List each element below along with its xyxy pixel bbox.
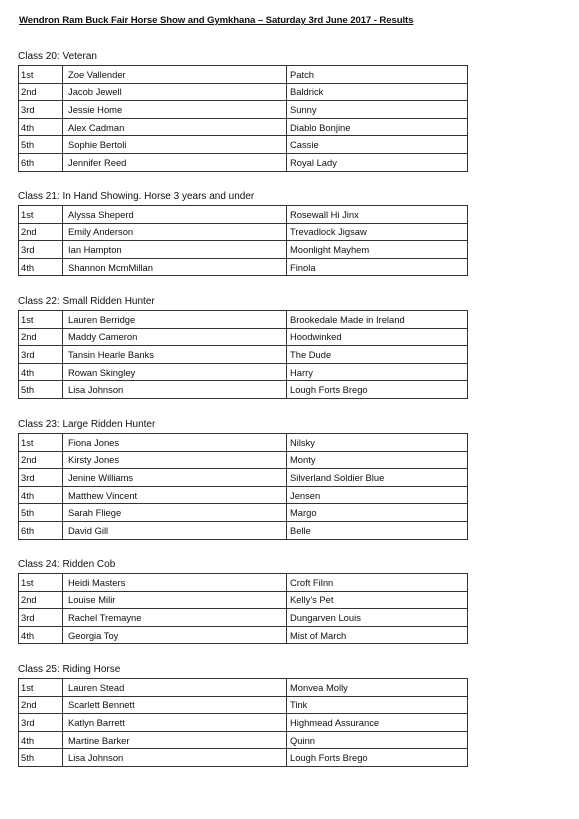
placing-cell: 2nd	[19, 223, 63, 241]
rider-name-cell: Jenine Williams	[63, 469, 287, 487]
horse-name-cell: Jensen	[287, 486, 468, 504]
table-row	[19, 574, 468, 592]
horse-name-cell: Nilsky	[287, 434, 468, 452]
horse-name-cell: Mist of March	[287, 626, 468, 644]
table-row	[19, 153, 468, 171]
table-row	[19, 223, 468, 241]
results-table	[18, 65, 468, 172]
class-heading: Class 21: In Hand Showing. Horse 3 years and under	[18, 191, 255, 202]
horse-name-cell: Highmead Assurance	[287, 714, 468, 732]
class-heading: Class 25: Riding Horse	[18, 664, 121, 675]
horse-name-cell: Silverland Soldier Blue	[287, 469, 468, 487]
table-row	[19, 626, 468, 644]
class-section	[18, 295, 467, 399]
rider-name-cell: Matthew Vincent	[63, 486, 287, 504]
class-heading: Class 20: Veteran	[18, 51, 97, 62]
rider-name-cell: Emily Anderson	[63, 223, 287, 241]
results-table	[18, 310, 468, 399]
placing-cell: 2nd	[19, 83, 63, 101]
results-table	[18, 433, 468, 540]
horse-name-cell: Croft Filnn	[287, 574, 468, 592]
class-section	[18, 558, 467, 644]
horse-name-cell: Moonlight Mayhem	[287, 241, 468, 259]
placing-cell: 1st	[19, 679, 63, 697]
horse-name-cell: Belle	[287, 521, 468, 539]
horse-name-cell: Dungarven Louis	[287, 609, 468, 627]
table-row	[19, 363, 468, 381]
rider-name-cell: Lisa Johnson	[63, 381, 287, 399]
placing-cell: 1st	[19, 574, 63, 592]
table-row	[19, 749, 468, 767]
table-row	[19, 504, 468, 522]
rider-name-cell: Shannon McmMillan	[63, 258, 287, 276]
placing-cell: 6th	[19, 153, 63, 171]
rider-name-cell: Sophie Bertoli	[63, 136, 287, 154]
placing-cell: 5th	[19, 504, 63, 522]
table-row	[19, 83, 468, 101]
placing-cell: 3rd	[19, 346, 63, 364]
rider-name-cell: Martine Barker	[63, 731, 287, 749]
rider-name-cell: Lauren Berridge	[63, 311, 287, 329]
horse-name-cell: Harry	[287, 363, 468, 381]
table-row	[19, 258, 468, 276]
horse-name-cell: The Dude	[287, 346, 468, 364]
horse-name-cell: Finola	[287, 258, 468, 276]
table-row	[19, 696, 468, 714]
table-row	[19, 609, 468, 627]
placing-cell: 4th	[19, 258, 63, 276]
rider-name-cell: Rowan Skingley	[63, 363, 287, 381]
placing-cell: 4th	[19, 118, 63, 136]
table-row	[19, 434, 468, 452]
rider-name-cell: Alyssa Sheperd	[63, 206, 287, 224]
horse-name-cell: Baldrick	[287, 83, 468, 101]
class-heading: Class 23: Large Ridden Hunter	[18, 419, 156, 430]
class-section	[18, 190, 467, 276]
rider-name-cell: Katlyn Barrett	[63, 714, 287, 732]
rider-name-cell: Ian Hampton	[63, 241, 287, 259]
rider-name-cell: Rachel Tremayne	[63, 609, 287, 627]
rider-name-cell: Kirsty Jones	[63, 451, 287, 469]
rider-name-cell: Lauren Stead	[63, 679, 287, 697]
horse-name-cell: Patch	[287, 66, 468, 84]
class-heading: Class 22: Small Ridden Hunter	[18, 296, 155, 307]
rider-name-cell: Lisa Johnson	[63, 749, 287, 767]
table-row	[19, 241, 468, 259]
placing-cell: 3rd	[19, 714, 63, 732]
placing-cell: 3rd	[19, 101, 63, 119]
horse-name-cell: Diablo Bonjine	[287, 118, 468, 136]
placing-cell: 2nd	[19, 591, 63, 609]
horse-name-cell: Kelly's Pet	[287, 591, 468, 609]
table-row	[19, 679, 468, 697]
rider-name-cell: Jacob Jewell	[63, 83, 287, 101]
table-row	[19, 346, 468, 364]
class-section	[18, 418, 467, 540]
document-title: Wendron Ram Buck Fair Horse Show and Gymkhana – Saturday 3rd June 2017 - Results	[19, 15, 414, 26]
table-row	[19, 206, 468, 224]
placing-cell: 4th	[19, 363, 63, 381]
placing-cell: 1st	[19, 66, 63, 84]
horse-name-cell: Lough Forts Brego	[287, 749, 468, 767]
placing-cell: 1st	[19, 311, 63, 329]
results-table	[18, 573, 468, 644]
horse-name-cell: Quinn	[287, 731, 468, 749]
table-row	[19, 486, 468, 504]
placing-cell: 1st	[19, 206, 63, 224]
placing-cell: 2nd	[19, 451, 63, 469]
table-row	[19, 311, 468, 329]
rider-name-cell: Georgia Toy	[63, 626, 287, 644]
placing-cell: 5th	[19, 749, 63, 767]
rider-name-cell: Heidi Masters	[63, 574, 287, 592]
table-row	[19, 521, 468, 539]
table-row	[19, 451, 468, 469]
rider-name-cell: Sarah Fliege	[63, 504, 287, 522]
rider-name-cell: Alex Cadman	[63, 118, 287, 136]
horse-name-cell: Trevadlock Jigsaw	[287, 223, 468, 241]
table-row	[19, 591, 468, 609]
class-heading: Class 24: Ridden Cob	[18, 559, 116, 570]
horse-name-cell: Hoodwinked	[287, 328, 468, 346]
placing-cell: 4th	[19, 626, 63, 644]
placing-cell: 3rd	[19, 469, 63, 487]
placing-cell: 2nd	[19, 696, 63, 714]
horse-name-cell: Brookedale Made in Ireland	[287, 311, 468, 329]
placing-cell: 6th	[19, 521, 63, 539]
placing-cell: 3rd	[19, 241, 63, 259]
rider-name-cell: Maddy Cameron	[63, 328, 287, 346]
table-row	[19, 469, 468, 487]
class-section	[18, 50, 467, 172]
horse-name-cell: Royal Lady	[287, 153, 468, 171]
placing-cell: 5th	[19, 136, 63, 154]
placing-cell: 5th	[19, 381, 63, 399]
rider-name-cell: David Gill	[63, 521, 287, 539]
placing-cell: 3rd	[19, 609, 63, 627]
rider-name-cell: Jessie Home	[63, 101, 287, 119]
placing-cell: 1st	[19, 434, 63, 452]
placing-cell: 2nd	[19, 328, 63, 346]
horse-name-cell: Cassie	[287, 136, 468, 154]
rider-name-cell: Louise Milir	[63, 591, 287, 609]
rider-name-cell: Fiona Jones	[63, 434, 287, 452]
horse-name-cell: Sunny	[287, 101, 468, 119]
horse-name-cell: Monty	[287, 451, 468, 469]
results-table	[18, 205, 468, 276]
rider-name-cell: Scarlett Bennett	[63, 696, 287, 714]
horse-name-cell: Rosewall Hi Jinx	[287, 206, 468, 224]
rider-name-cell: Tansin Hearle Banks	[63, 346, 287, 364]
rider-name-cell: Jennifer Reed	[63, 153, 287, 171]
results-table	[18, 678, 468, 767]
table-row	[19, 328, 468, 346]
horse-name-cell: Tink	[287, 696, 468, 714]
horse-name-cell: Lough Forts Brego	[287, 381, 468, 399]
table-row	[19, 118, 468, 136]
placing-cell: 4th	[19, 731, 63, 749]
table-row	[19, 714, 468, 732]
table-row	[19, 381, 468, 399]
table-row	[19, 101, 468, 119]
table-row	[19, 66, 468, 84]
horse-name-cell: Margo	[287, 504, 468, 522]
placing-cell: 4th	[19, 486, 63, 504]
class-section	[18, 663, 467, 767]
rider-name-cell: Zoe Vallender	[63, 66, 287, 84]
horse-name-cell: Monvea Molly	[287, 679, 468, 697]
table-row	[19, 136, 468, 154]
table-row	[19, 731, 468, 749]
